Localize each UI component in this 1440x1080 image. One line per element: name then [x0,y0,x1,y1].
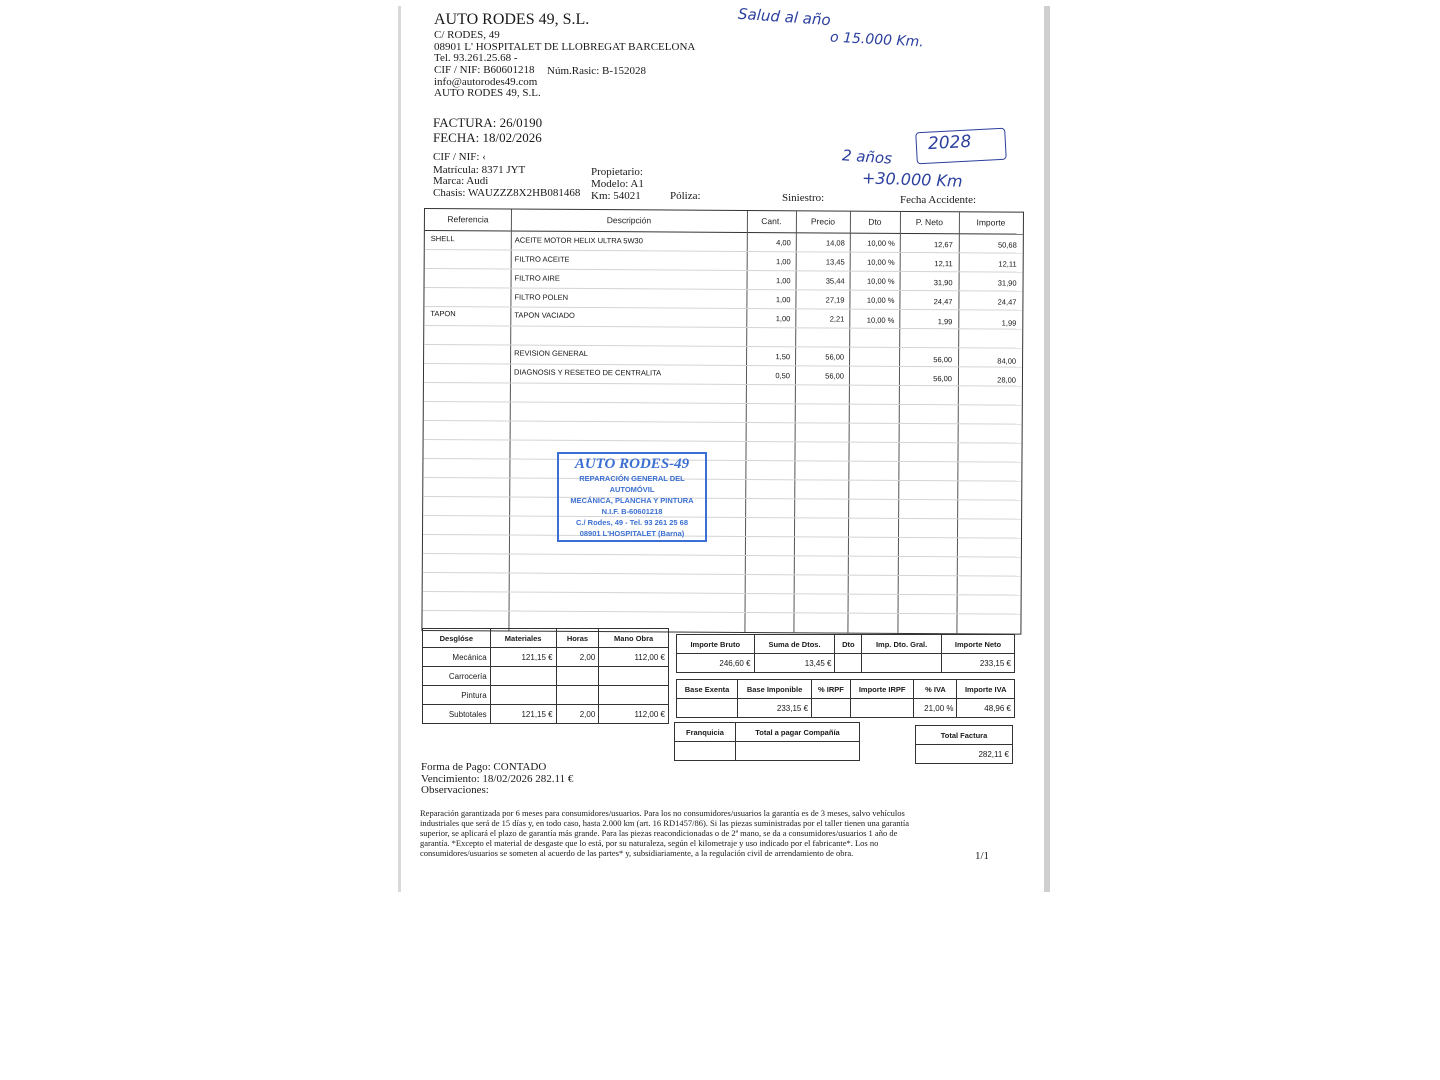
desglose-label: Mecánica [423,648,491,667]
importe-irpf [850,699,914,718]
desglose-header: Materiales [490,629,556,648]
col-dto: Dto [868,216,882,227]
client-matricula: Matrícula: 8371 JYT [433,164,526,176]
row-importe: 28,00 [997,375,1016,385]
col-precio: Precio [810,216,836,227]
dto [835,654,862,673]
desglose-materiales [490,667,556,686]
invoice-date: FECHA: 18/02/2026 [433,130,542,145]
payment-method: Forma de Pago: CONTADO [421,761,547,773]
stamp-line-1: REPARACIÓN GENERAL DEL AUTOMÓVIL [579,474,685,494]
row-cant: 1,00 [775,276,791,286]
stamp-line-2: MECÁNICA, PLANCHA Y PINTURA [570,496,694,505]
row-neto: 12,11 [934,259,953,269]
desglose-materiales: 121,15 € [490,648,556,667]
suma-dtos: 13,45 € [754,654,835,673]
footer-line-4: garantía. *Excepto el material de desgaste que lo está, por su naturaleza, según el kilometraje y uso indicado por el fabricante*. Los no [420,838,879,848]
company-email: info@autorodes49.com [434,76,538,88]
company-name-2: AUTO RODES 49, S.L. [434,87,541,99]
desglose-horas [556,667,599,686]
row-importe: 24,47 [997,297,1017,307]
imp-dto-gral [862,654,942,673]
desglose-table [422,628,669,724]
row-neto: 56,00 [933,355,953,365]
base-imponible: 233,15 € [738,699,812,718]
importe-bruto: 246,60 € [677,654,755,673]
client-modelo: Modelo: A1 [591,178,644,190]
footer-line-2: industriales que será de 15 días y, en todo caso, hasta 2.000 km (art. 16 RD1457/86). Si las piezas suministradas por el taller tienen una garantía [420,818,910,828]
client-siniestro: Siniestro: [782,192,825,204]
company-tel: Tel. 93.261.25.68 - [434,52,518,64]
franquicia-header: Total a pagar Compañía [735,723,859,742]
client-fecha-accidente: Fecha Accidente: [900,194,977,206]
bases-header: Importe IVA [957,680,1015,699]
col-descripcion: Descripción [606,215,652,226]
company-cif: CIF / NIF: B60601218 [434,64,535,76]
row-desc: REVISION GENERAL [514,348,588,359]
stamp-line-3: N.I.F. B-60601218 [601,507,663,516]
row-neto: 24,47 [933,297,953,307]
col-cant: Cant. [761,216,782,227]
row-importe: 50,68 [997,240,1017,250]
base-exenta [677,699,738,718]
importes-header: Importe Bruto [677,635,755,654]
desglose-header: Horas [556,629,599,648]
client-km: Km: 54021 [591,190,641,202]
observations: Observaciones: [421,784,489,796]
row-dto: 10,00 % [867,257,895,267]
row-ref: SHELL [430,234,455,244]
handwritten-note-3: 2 años [841,146,893,168]
client-chasis: Chasis: WAUZZZ8X2HB081468 [433,187,581,199]
total-value: 282,11 € [916,745,1013,764]
footer-line-3: superior, se aplicará el plazo de garantía más grande. Para las piezas reacondicionadas o de 2ª mano, se da a consumidores/usuarios 1 año de [420,828,898,838]
total-table [915,725,1013,764]
row-desc: DIAGNOSIS Y RESETEO DE CENTRALITA [513,367,662,378]
footer-line-5: consumidores/usuarios se someten al acuerdo de las partes* y, subsidiariamente, a la regulación civil de arrendamiento de obra. [420,848,854,858]
row-neto: 56,00 [933,374,952,384]
company-stamp [557,452,707,542]
client-poliza: Póliza: [670,190,701,202]
franquicia-table [674,722,860,761]
bases-header: Base Imponible [738,680,812,699]
handwritten-note-2: o 15.000 Km. [829,29,925,51]
handwritten-note-4: 2028 [927,131,972,155]
row-precio: 56,00 [825,352,845,362]
desglose-horas [556,686,599,705]
bases-header: % IRPF [812,680,851,699]
row-desc: ACEITE MOTOR HELIX ULTRA 5W30 [514,235,643,246]
stamp-line-4: C./ Rodes, 49 - Tel. 93 261 25 68 [575,518,688,527]
footer-line-1: Reparación garantizada por 6 meses para consumidores/usuarios. Para los no consumidores/usuarios la garantía es de 3 meses, salvo vehículos [420,808,905,818]
pct-irpf [812,699,851,718]
row-neto: 1,99 [937,317,953,327]
desglose-mano: 112,00 € [599,648,669,667]
company-city: 08901 L' HOSPITALET DE LLOBREGAT BARCELONA [434,41,696,53]
col-referencia: Referencia [447,214,489,225]
importes-header: Importe Neto [942,635,1015,654]
client-cif: CIF / NIF: ‹ [433,151,486,163]
importes-header: Suma de Dtos. [754,635,835,654]
desglose-header: Desglóse [423,629,491,648]
desglose-horas: 2,00 [556,648,599,667]
company-name: AUTO RODES 49, S.L. [434,11,590,28]
row-precio: 27,19 [825,295,845,305]
row-importe: 1,99 [1001,318,1017,328]
franquicia-header: Franquicia [675,723,736,742]
desglose-mano: 112,00 € [599,705,669,724]
bases-header: Importe IRPF [850,680,914,699]
row-cant: 1,00 [775,295,791,305]
desglose-label: Carrocería [423,667,491,686]
client-marca: Marca: Audi [433,175,489,187]
row-precio: 35,44 [825,276,845,286]
row-dto: 10,00 % [867,276,895,286]
row-importe: 12,11 [998,259,1017,269]
franquicia-value [675,742,736,761]
row-cant: 1,50 [775,352,791,362]
row-precio: 14,08 [825,238,845,248]
page-number: 1/1 [975,850,990,862]
handwritten-note-5: +30.000 Km [861,168,963,191]
importes-header: Imp. Dto. Gral. [862,635,942,654]
total-compania-value [735,742,859,761]
desglose-header: Mano Obra [599,629,669,648]
row-cant: 1,00 [775,314,791,324]
row-dto: 10,00 % [866,315,895,325]
importes-table [676,634,1015,673]
desglose-mano [599,667,669,686]
bases-table [676,679,1015,718]
pct-iva: 21,00 % [914,699,957,718]
row-ref: TAPON [430,309,456,319]
company-rasic: Núm.Rasic: B-152028 [547,65,646,77]
row-precio: 2,21 [829,314,845,324]
row-desc: TAPON VACIADO [514,310,575,320]
total-header: Total Factura [916,726,1013,745]
stamp-line-5: 08901 L'HOSPITALET (Barna) [579,529,685,538]
row-neto: 31,90 [933,278,953,288]
desglose-label: Pintura [423,686,491,705]
row-precio: 13,45 [825,257,845,267]
importe-neto: 233,15 € [942,654,1015,673]
row-neto: 12,67 [933,240,953,250]
payment-due: Vencimiento: 18/02/2026 282.11 € [421,773,574,785]
row-importe: 31,90 [997,278,1017,288]
row-dto: 10,00 % [867,238,895,248]
row-cant: 4,00 [776,238,791,248]
row-desc: FILTRO POLEN [514,292,569,302]
invoice-number: FACTURA: 26/0190 [433,115,543,130]
desglose-mano [599,686,669,705]
company-address: C/ RODES, 49 [434,29,500,41]
col-importe: Importe [976,217,1006,228]
items-table [421,208,1024,635]
desglose-materiales: 121,15 € [490,705,556,724]
importe-iva: 48,96 € [957,699,1015,718]
desglose-label: Subtotales [423,705,491,724]
importes-header: Dto [835,635,862,654]
row-cant: 0,50 [775,371,791,381]
row-precio: 56,00 [825,371,845,381]
col-pneto: P. Neto [915,217,944,228]
desglose-horas: 2,00 [556,705,599,724]
row-dto: 10,00 % [866,295,895,305]
handwritten-note-1: Salud al año [737,4,832,30]
row-cant: 1,00 [776,257,791,267]
client-propietario: Propietario: [591,166,643,178]
bases-header: % IVA [914,680,957,699]
row-desc: FILTRO AIRE [514,273,560,283]
desglose-materiales [490,686,556,705]
stamp-title: AUTO RODES-49 [574,456,690,472]
row-desc: FILTRO ACEITE [514,254,570,264]
row-importe: 84,00 [997,356,1017,366]
bases-header: Base Exenta [677,680,738,699]
